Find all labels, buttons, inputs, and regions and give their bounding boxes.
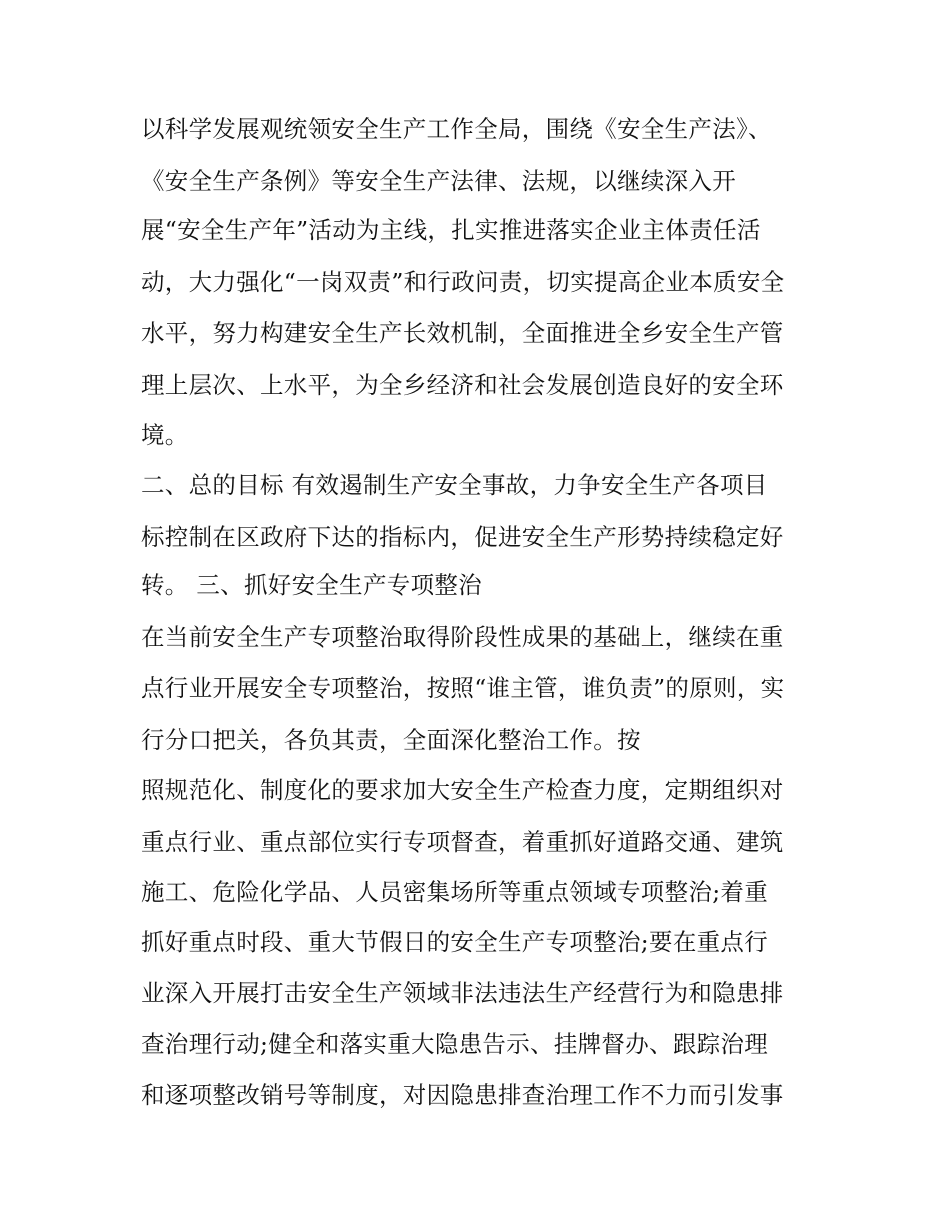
text-line: 查治理行动;健全和落实重大隐患告示、挂牌督办、跟踪治理 <box>141 1030 769 1058</box>
text-line: 抓好重点时段、重大节假日的安全生产专项整治;要在重点行 <box>141 928 769 956</box>
text-line: 点行业开展安全专项整治，按照“谁主管，谁负责”的原则，实 <box>141 674 785 702</box>
text-line: 照规范化、制度化的要求加大安全生产检查力度，定期组织对 <box>141 776 784 804</box>
text-line: 动，大力强化“一岗双责”和行政问责，切实提高企业本质安全 <box>141 268 785 296</box>
text-line: 业深入开展打击安全生产领域非法违法生产经营行为和隐患排 <box>141 979 784 1007</box>
text-line: 和逐项整改销号等制度，对因隐患排查治理工作不力而引发事 <box>141 1081 784 1109</box>
text-line: 以科学发展观统领安全生产工作全局，围绕《安全生产法》、 <box>141 115 772 143</box>
text-line: 施工、危险化学品、人员密集场所等重点领域专项整治;着重 <box>141 878 769 906</box>
text-line: 标控制在区政府下达的指标内，促进安全生产形势持续稳定好 <box>141 523 784 551</box>
text-line: 水平，努力构建安全生产长效机制，全面推进全乡安全生产管 <box>141 319 784 347</box>
text-line: 转。 三、抓好安全生产专项整治 <box>141 571 482 599</box>
text-line: 二、总的目标 有效遏制生产安全事故，力争安全生产各项目 <box>141 471 768 499</box>
text-line: 境。 <box>141 421 189 449</box>
text-line: 《安全生产条例》等安全生产法律、法规，以继续深入开 <box>141 167 736 195</box>
text-line: 理上层次、上水平，为全乡经济和社会发展创造良好的安全环 <box>141 371 784 399</box>
text-line: 行分口把关，各负其责，全面深化整治工作。按 <box>141 726 641 754</box>
text-line: 展“安全生产年”活动为主线，扎实推进落实企业主体责任活 <box>141 216 761 244</box>
text-line: 在当前安全生产专项整治取得阶段性成果的基础上，继续在重 <box>141 623 784 651</box>
text-line: 重点行业、重点部位实行专项督查，着重抓好道路交通、建筑 <box>141 828 784 856</box>
